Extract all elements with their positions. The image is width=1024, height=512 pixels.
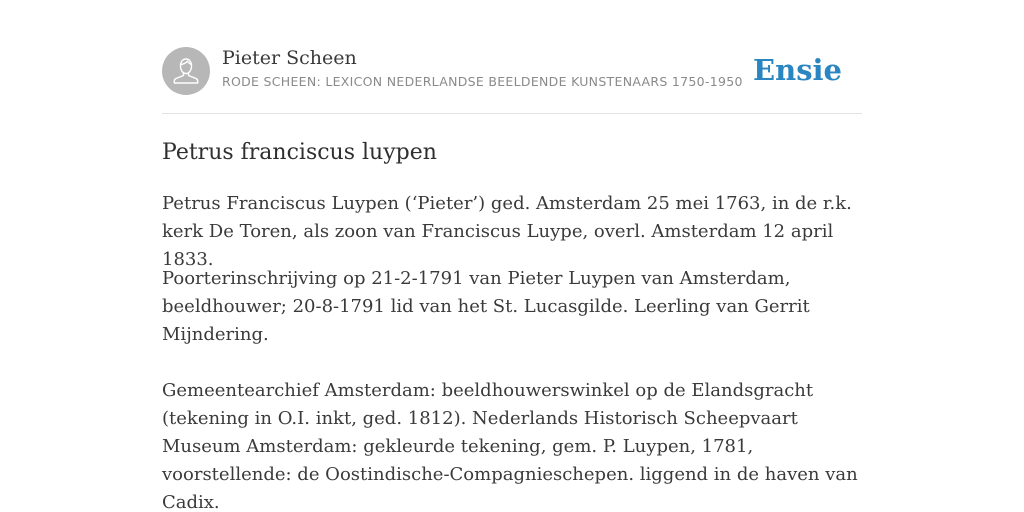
header-divider <box>162 113 862 114</box>
ensie-logo[interactable]: Ensie <box>753 53 842 87</box>
author-name[interactable]: Pieter Scheen <box>222 47 357 69</box>
page-title: Petrus franciscus luypen <box>162 140 437 165</box>
avatar[interactable] <box>162 47 210 95</box>
article-paragraph-1: Petrus Franciscus Luypen (‘Pieter’) ged. Amsterdam 25 mei 1763, in de r.k. kerk De Toren, als zoon van Franciscus Luype, overl. Amsterdam 12 april 1833. <box>162 193 852 270</box>
article-paragraph-3: Gemeentearchief Amsterdam: beeldhouwerswinkel op de Elandsgracht (tekening in O.I. inkt, ged. 1812). Nederlands Historisch Scheepvaart Museum Amsterdam: gekleurde tekening, gem. P. Luypen, 1781, voorstellende: de Oostindische-Compagnieschepen. liggend in de haven van Cadix. <box>162 380 858 512</box>
source-title[interactable]: RODE SCHEEN: LEXICON NEDERLANDSE BEELDENDE KUNSTENAARS 1750-1950 <box>222 74 743 89</box>
user-icon <box>162 47 210 95</box>
article-paragraph-2: Poorterinschrijving op 21-2-1791 van Pieter Luypen van Amsterdam, beeldhouwer; 20-8-1791 lid van het St. Lucasgilde. Leerling van Gerrit Mijndering. <box>162 268 810 345</box>
article-header <box>162 46 862 96</box>
